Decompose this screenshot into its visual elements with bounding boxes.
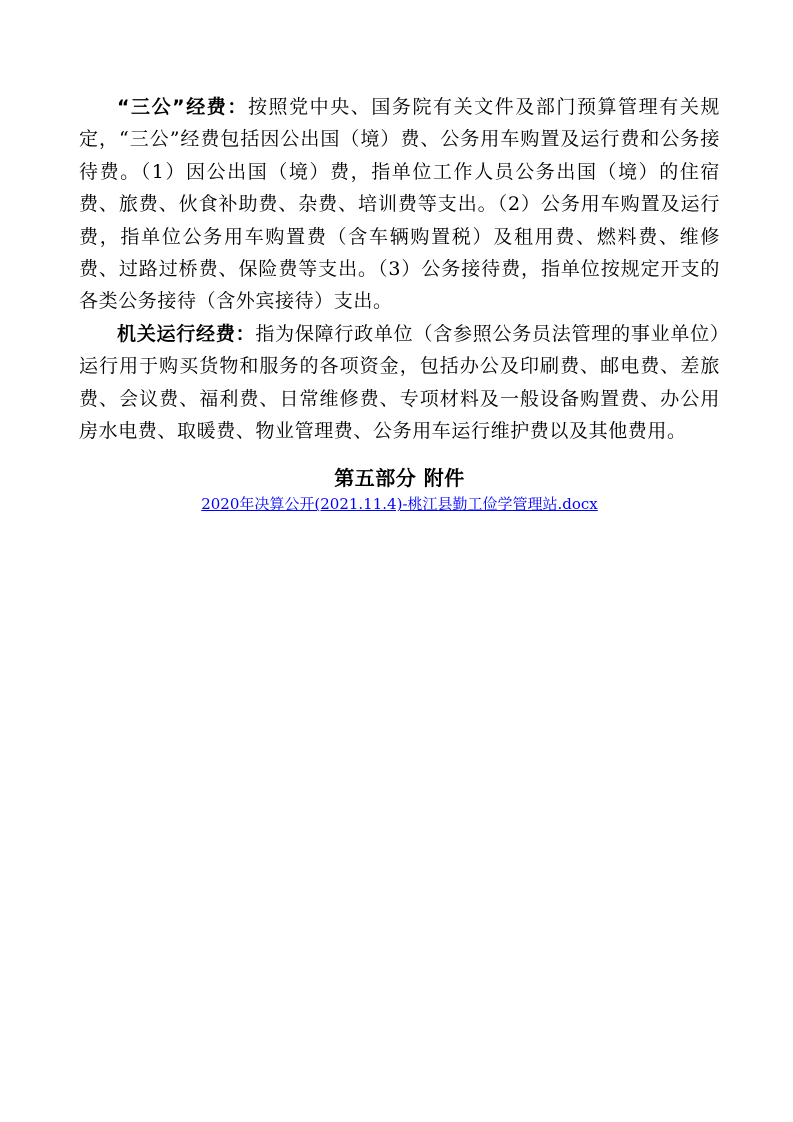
definition-text-sangong: 按照党中央、国务院有关文件及部门预算管理有关规定，“三公”经费包括因公出国（境）费、公务用车购置及运行费和公务接待费。（1）因公出国（境）费，指单位工作人员公务出国（境）的住宿费、旅费、伙食补助费、杂费、培训费等支出。（2）公务用车购置及运行费，指单位公务用车购置费（含车辆购置税）及租用费、燃料费、维修费、过路过桥费、保险费等支出。（3）公务接待费，指单位按规定开支的各类公务接待（含外宾接待）支出。 (79, 96, 720, 313)
document-body (79, 91, 720, 515)
definition-term-operating-expenses: 机关运行经费： (117, 322, 256, 345)
attachment-row (79, 493, 720, 515)
definition-text-operating-expenses: 指为保障行政单位（含参照公务员法管理的事业单位）运行用于购买货物和服务的各项资金，包括办公及印刷费、邮电费、差旅费、会议费、福利费、日常维修费、专项材料及一般设备购置费、办公用房水电费、取暖费、物业管理费、公务用车运行维护费以及其他费用。 (79, 322, 720, 443)
section-heading-attachments: 第五部分 附件 (334, 466, 465, 491)
definition-operating-expenses-paragraph (79, 318, 720, 448)
definition-sangong-paragraph (79, 91, 720, 318)
definition-term-sangong: “三公”经费： (117, 96, 248, 118)
attachment-file-link[interactable]: 2020年决算公开(2021.11.4)-桃江县勤工俭学管理站.docx (201, 495, 598, 514)
